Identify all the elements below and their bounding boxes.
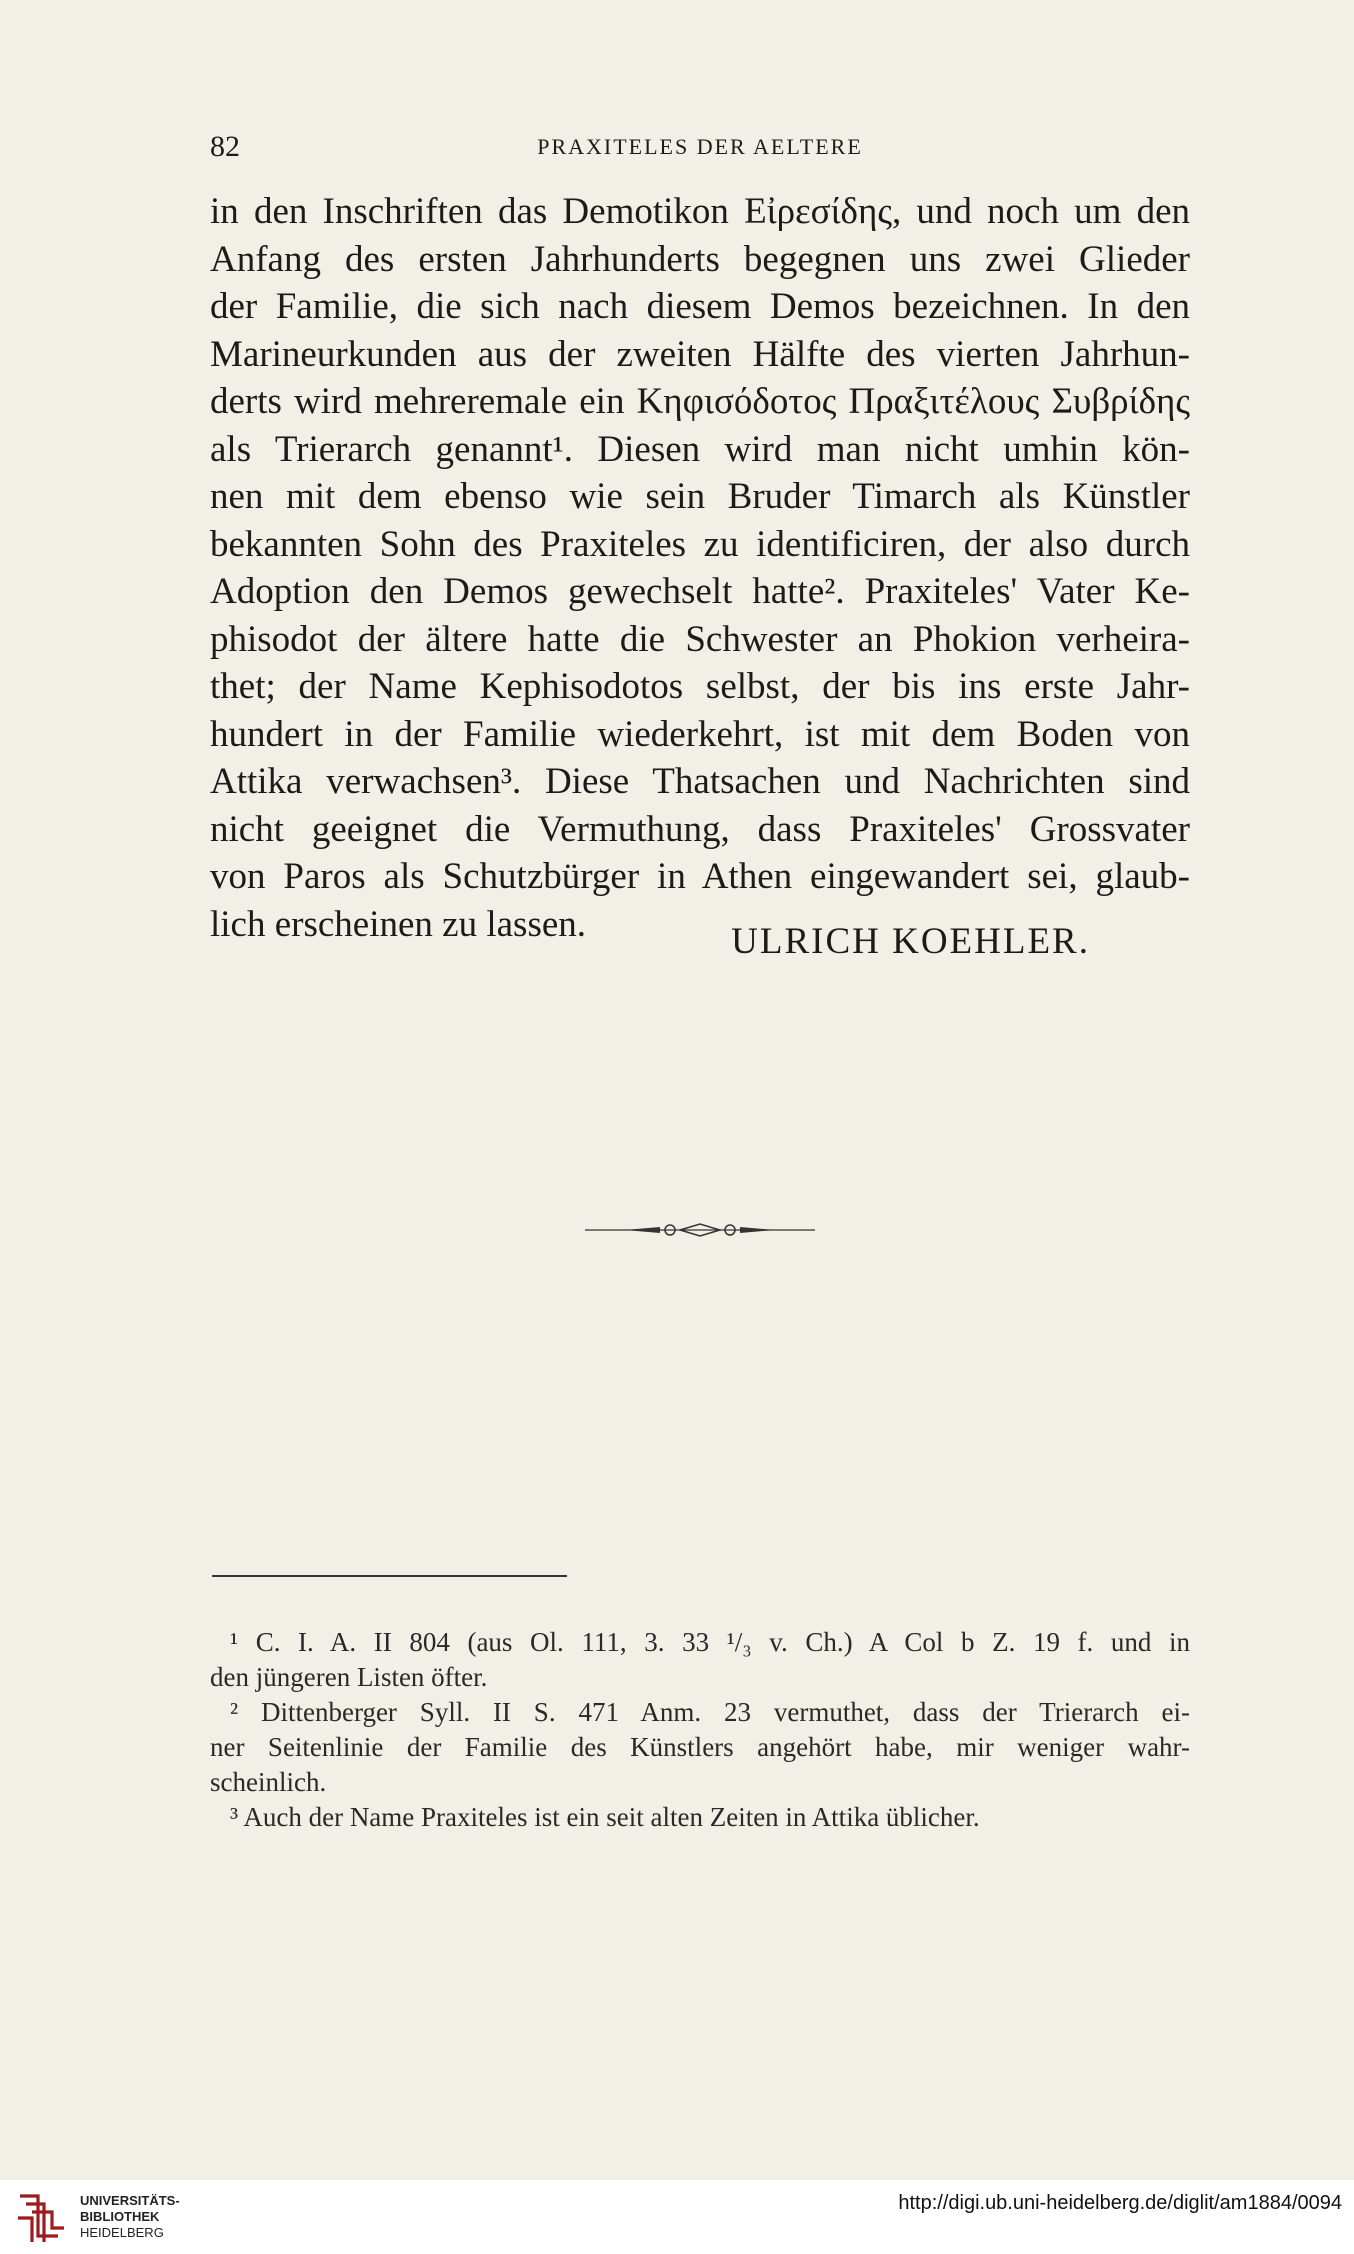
text-line: Marineurkunden aus der zweiten Hälfte des vierten Jahrhun- <box>210 333 1190 375</box>
footnote-line: ² Dittenberger Syll. II S. 471 Anm. 23 vermuthet, dass der Trierarch ei- <box>230 1697 1190 1727</box>
text-line: der Familie, die sich nach diesem Demos bezeichnen. In den <box>210 286 1190 327</box>
text-line: von Paros als Schutzbürger in Athen eingewandert sei, glaub- <box>210 856 1190 897</box>
page-header <box>210 130 1190 170</box>
text-line: als Trierarch genannt¹. Diesen wird man nicht umhin kön- <box>210 428 1190 470</box>
digitization-footer <box>0 2180 1354 2254</box>
footnote-separator <box>212 1575 567 1577</box>
text-line: Adoption den Demos gewechselt hatte². Praxiteles' Vater Ke- <box>210 571 1190 612</box>
text-line: in den Inschriften das Demotikon Εἰρεσίδης, und noch um den <box>210 191 1190 232</box>
text-line: phisodot der ältere hatte die Schwester an Phokion verheira- <box>210 618 1190 660</box>
page-number: 82 <box>210 130 240 163</box>
running-title: PRAXITELES DER AELTERE <box>537 134 863 159</box>
institution-line: UNIVERSITÄTS- <box>80 2193 180 2208</box>
text-line: nicht geeignet die Vermuthung, dass Praxiteles' Grossvater <box>210 808 1190 850</box>
source-url-link[interactable]: http://digi.ub.uni-heidelberg.de/diglit/am1884/0094 <box>898 2192 1342 2214</box>
text-line: derts wird mehreremale ein Κηφισόδοτος Πραξιτέλους Συβρίδης <box>210 381 1190 422</box>
main-text <box>210 188 1190 948</box>
text-line: thet; der Name Kephisodotos selbst, der bis ins erste Jahr- <box>210 666 1190 707</box>
footnote-line: ¹ C. I. A. II 804 (aus Ol. 111, 3. 33 ¹/₃ v. Ch.) A Col b Z. 19 f. und in <box>230 1627 1190 1657</box>
text-line: lich erscheinen zu lassen. <box>210 903 587 945</box>
institution-name <box>80 2193 180 2241</box>
footnote-line: ner Seitenlinie der Familie des Künstlers angehört habe, mir weniger wahr- <box>210 1732 1190 1762</box>
footnote-line: ³ Auch der Name Praxiteles ist ein seit alten Zeiten in Attika üblicher. <box>230 1802 980 1832</box>
text-line: nen mit dem ebenso wie sein Bruder Timarch als Künstler <box>210 476 1190 517</box>
text-line: bekannten Sohn des Praxiteles zu identificiren, der also durch <box>210 523 1190 565</box>
institution-line: HEIDELBERG <box>80 2225 164 2240</box>
footnote-line: scheinlich. <box>210 1767 327 1797</box>
ub-heidelberg-logo-icon <box>14 2188 70 2246</box>
footnote-line: den jüngeren Listen öfter. <box>210 1662 488 1692</box>
institution-line: BIBLIOTHEK <box>80 2209 160 2224</box>
text-line: hundert in der Familie wiederkehrt, ist mit dem Boden von <box>210 713 1190 755</box>
ornament-divider-icon <box>585 1220 815 1240</box>
text-line: Anfang des ersten Jahrhunderts begegnen uns zwei Glieder <box>210 238 1190 280</box>
footnotes <box>210 1625 1190 1835</box>
author-signature: ULRICH KOEHLER. <box>731 921 1090 962</box>
text-line: Attika verwachsen³. Diese Thatsachen und Nachrichten sind <box>210 761 1190 802</box>
